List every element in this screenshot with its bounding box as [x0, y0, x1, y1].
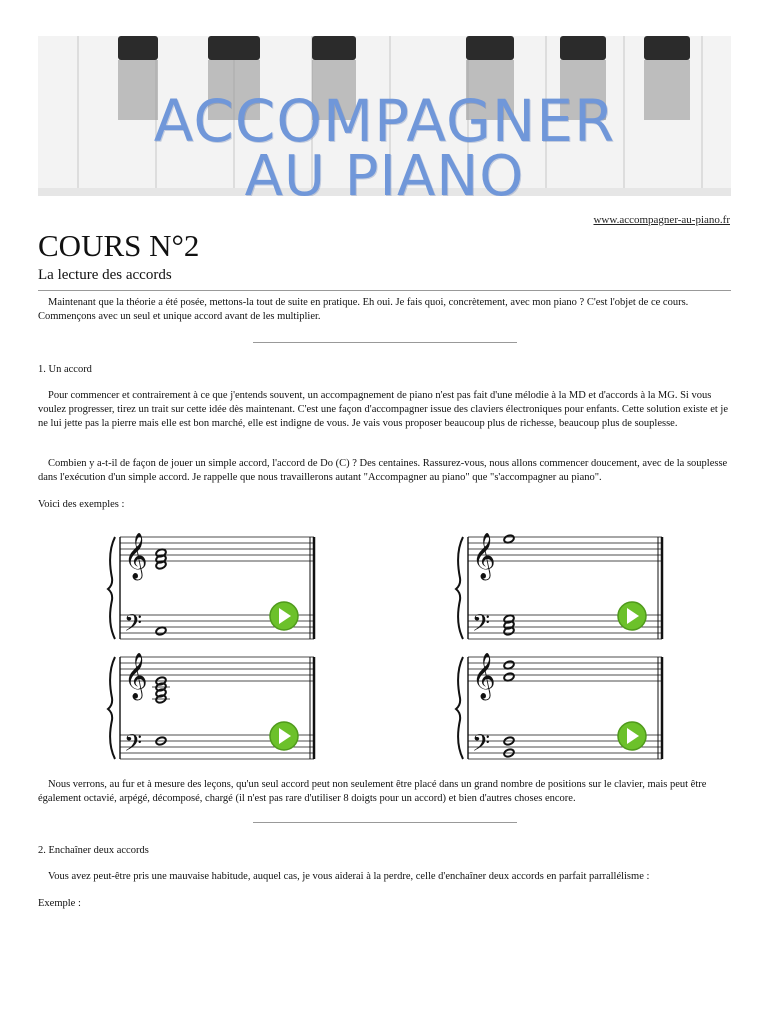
bass-clef-icon: 𝄢: [124, 609, 143, 642]
banner-title-line1: ACCOMPAGNER: [153, 87, 616, 155]
section2-heading: 2. Enchaîner deux accords: [38, 845, 149, 856]
play-icon[interactable]: [270, 722, 298, 750]
page-title: COURS N°2: [38, 228, 200, 263]
grand-staff: [106, 643, 320, 763]
treble-clef-icon: 𝄞: [124, 533, 148, 579]
site-link[interactable]: www.accompagner-au-piano.fr: [593, 214, 730, 226]
section1-heading: 1. Un accord: [38, 364, 92, 375]
brace: [108, 657, 115, 759]
whole-note: [155, 626, 167, 636]
section-divider: [253, 342, 517, 343]
brace: [108, 537, 115, 639]
treble-clef-icon: 𝄞: [124, 653, 148, 699]
grand-staff: [454, 523, 668, 643]
grand-staff: [106, 523, 320, 643]
bass-clef-icon: 𝄢: [472, 729, 491, 762]
play-icon[interactable]: [270, 602, 298, 630]
staff-example-2: [454, 523, 668, 643]
section1-paragraph1: Pour commencer et contrairement à ce que j'entends souvent, un accompagnement de piano n'est pas fait d'une mélodie à la MD et d'accords à la MG. Si vous voulez progresser, tirez un trait sur cette idée dès maintenant. C'est une façon d'accompagner issue des claviers électroniques pour enfants. Cette solution existe et je ne lui jette pas la pierre mais elle est bon marché, elle est indigne de vous. Je vais vous proposer beaucoup plus de richesse, beaucoup plus de souplesse.: [38, 390, 728, 429]
staff-example-3: [106, 643, 320, 763]
treble-clef-icon: 𝄞: [472, 533, 496, 579]
bass-clef-icon: 𝄢: [124, 729, 143, 762]
play-icon[interactable]: [618, 602, 646, 630]
banner-title-line2: AU PIANO: [244, 144, 525, 196]
examples-label: Voici des exemples :: [38, 499, 125, 510]
staff-example-1: [106, 523, 320, 643]
bass-clef-icon: 𝄢: [472, 609, 491, 642]
brace: [456, 537, 463, 639]
section2-paragraph1: Vous avez peut-être pris une mauvaise habitude, auquel cas, je vous aiderai à la perdre, celle d'enchaîner deux accords en parfait parrallélisme :: [48, 871, 650, 882]
whole-note: [503, 660, 515, 670]
whole-note: [503, 534, 515, 544]
play-icon[interactable]: [618, 722, 646, 750]
grand-staff: [454, 643, 668, 763]
section1-paragraph3: Nous verrons, au fur et à mesure des leçons, qu'un seul accord peut non seulement être placé dans un grand nombre de positions sur le clavier, mais peut être également octavié, arpégé, décomposé, chargé (il n'est pas rare d'utiliser 8 doigts pour un accord) et bien d'autres choses encore.: [38, 779, 707, 804]
title-divider: [38, 290, 731, 291]
section-divider: [253, 822, 517, 823]
treble-clef-icon: 𝄞: [472, 653, 496, 699]
intro-paragraph: Maintenant que la théorie a été posée, mettons-la tout de suite en pratique. Eh oui. Je fais quoi, concrètement, avec mon piano ? C'est l'objet de ce cours. Commençons avec un seul et unique accord avant de les multiplier.: [38, 297, 689, 322]
page-subtitle: La lecture des accords: [38, 267, 172, 283]
section1-paragraph2: Combien y a-t-il de façon de jouer un simple accord, l'accord de Do (C) ? Des centaines. Rassurez-vous, nous allons commencer doucement, avec de la souplesse dans l'exécution d'un simple accord. Je rappelle que nous travaillerons autant "Accompagner au piano" que "s'accompagner au piano".: [38, 458, 728, 483]
whole-note: [503, 672, 515, 682]
example-label: Exemple :: [38, 898, 81, 909]
header-banner: [38, 36, 731, 196]
staff-example-4: [454, 643, 668, 763]
brace: [456, 657, 463, 759]
